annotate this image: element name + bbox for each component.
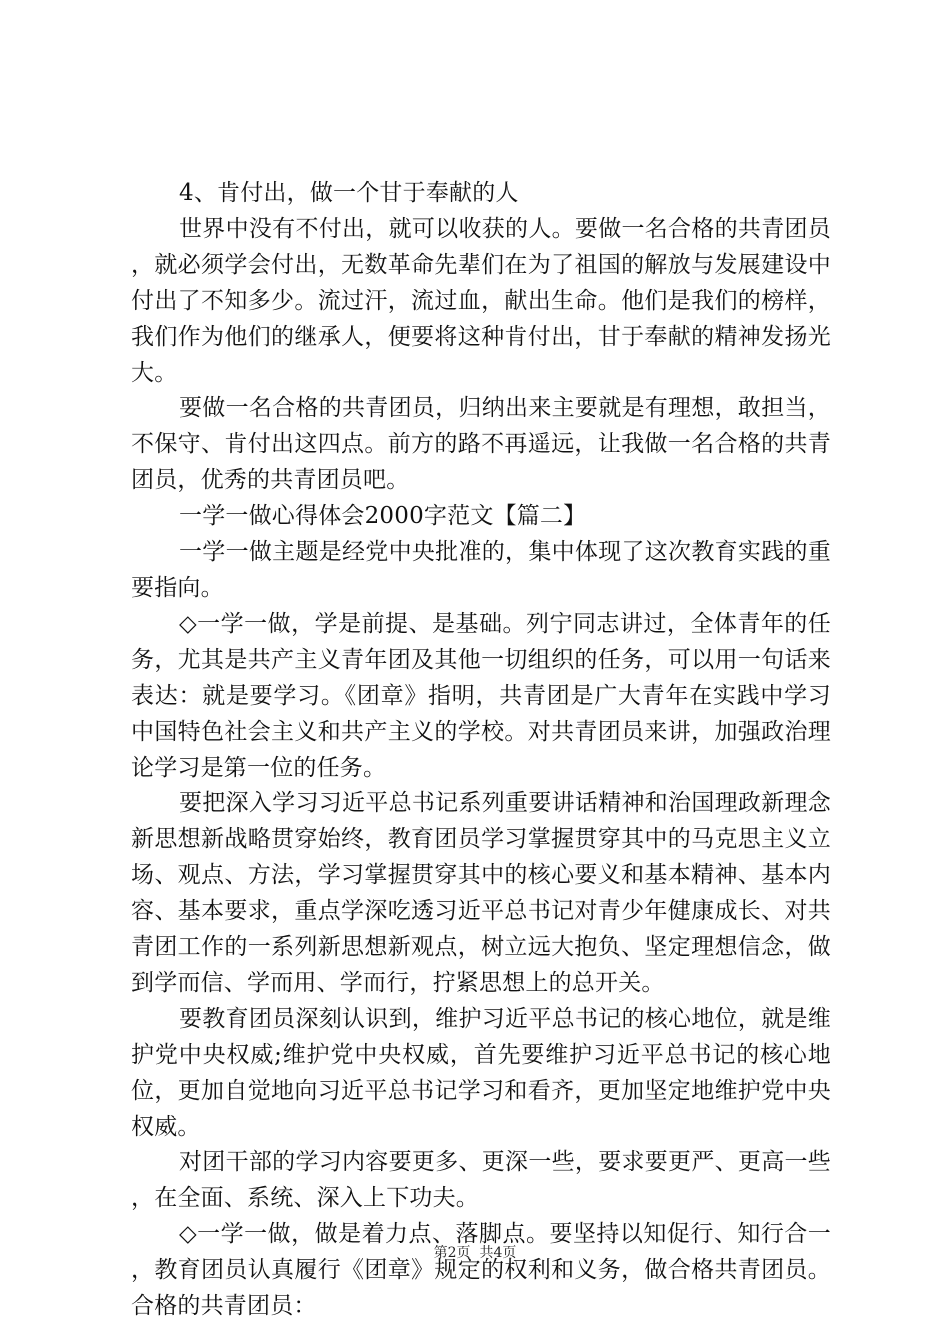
document-body <box>131 176 831 1325</box>
body-paragraph: ◇一学一做，做是着力点、落脚点。要坚持以知促行、知行合一，教育团员认真履行《团章》规定的权利和义务，做合格共青团员。合格的共青团员： <box>131 1221 831 1320</box>
page-number: 第2页 共4页 <box>433 1245 517 1261</box>
body-paragraph: 对团干部的学习内容要更多、更深一些，要求要更严、更高一些，在全面、系统、深入上下功夫。 <box>131 1149 831 1212</box>
body-paragraph: 世界中没有不付出，就可以收获的人。要做一名合格的共青团员，就必须学会付出，无数革命先辈们在为了祖国的解放与发展建设中付出了不知多少。流过汗，流过血，献出生命。他们是我们的榜样，我们作为他们的继承人，便要将这种肯付出，甘于奉献的精神发扬光大。 <box>131 215 831 386</box>
page-footer <box>0 1243 950 1263</box>
body-paragraph: 要教育团员深刻认识到，维护习近平总书记的核心地位，就是维护党中央权威;维护党中央权威，首先要维护习近平总书记的核心地位，更加自觉地向习近平总书记学习和看齐，更加坚定地维护党中央权威。 <box>131 1005 831 1140</box>
body-paragraph: ◇一学一做，学是前提、是基础。列宁同志讲过，全体青年的任务，尤其是共产主义青年团及其他一切组织的任务，可以用一句话来表达：就是要学习。《团章》指明，共青团是广大青年在实践中学习中国特色社会主义和共产主义的学校。对共青团员来讲，加强政治理论学习是第一位的任务。 <box>131 610 831 781</box>
body-paragraph: 一学一做主题是经党中央批准的，集中体现了这次教育实践的重要指向。 <box>131 539 831 601</box>
body-paragraph: 要做一名合格的共青团员，归纳出来主要就是有理想，敢担当，不保守、肯付出这四点。前方的路不再遥远，让我做一名合格的共青团员，优秀的共青团员吧。 <box>131 395 831 494</box>
article-title: 一学一做心得体会2000字范文【篇二】 <box>179 503 587 530</box>
body-paragraph: 要把深入学习习近平总书记系列重要讲话精神和治国理政新理念新思想新战略贯穿始终，教育团员学习掌握贯穿其中的马克思主义立场、观点、方法，学习掌握贯穿其中的核心要义和基本精神、基本内容、基本要求，重点学深吃透习近平总书记对青少年健康成长、对共青团工作的一系列新思想新观点，树立远大抱负、坚定理想信念，做到学而信、学而用、学而行，拧紧思想上的总开关。 <box>131 790 831 996</box>
section-heading: 4、肯付出，做一个甘于奉献的人 <box>179 180 519 206</box>
